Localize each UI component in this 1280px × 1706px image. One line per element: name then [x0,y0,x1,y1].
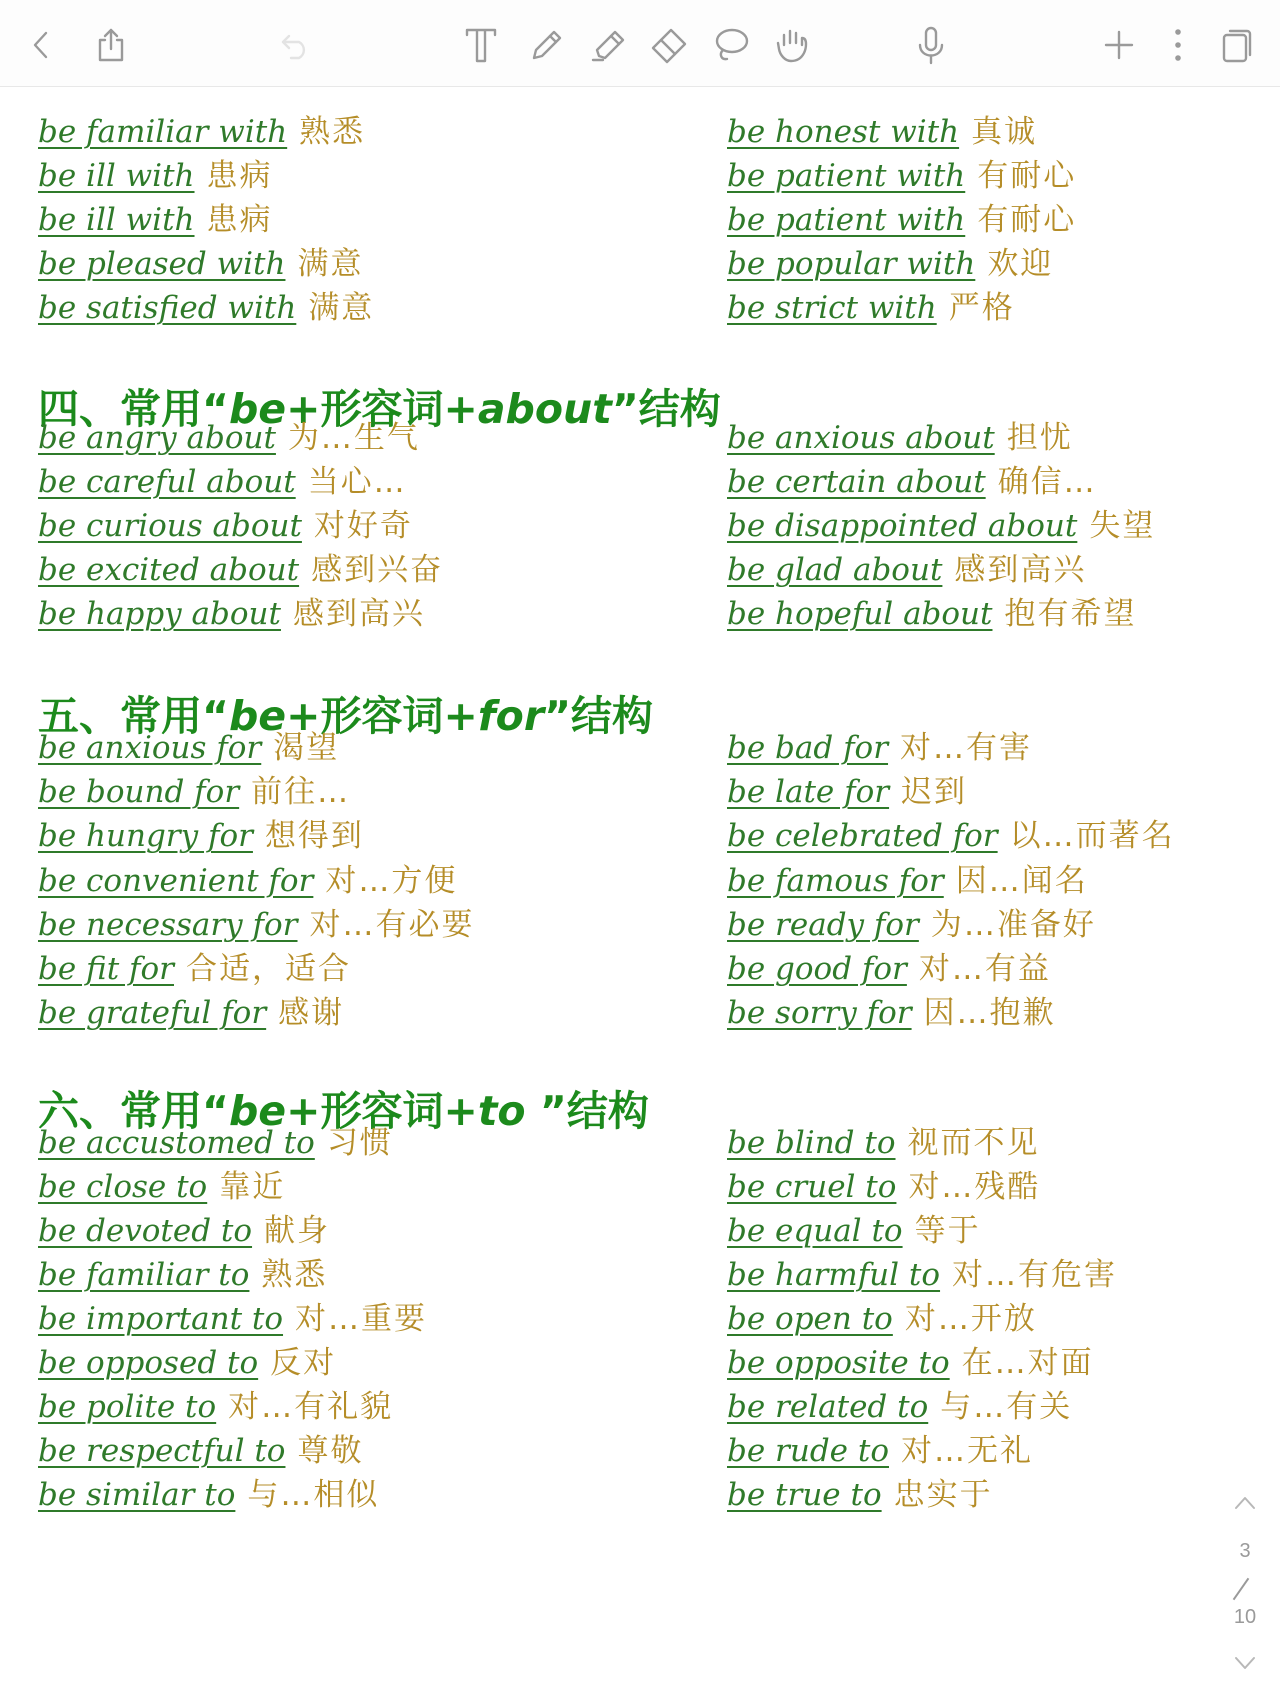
phrase-english: be harmful to [727,1257,941,1293]
phrase-row [727,772,967,812]
share-icon[interactable] [90,24,132,66]
phrase-row [727,112,1037,152]
phrase-english: be bad for [727,730,889,766]
phrase-row [727,861,1088,901]
phrase-chinese: 前往… [251,774,351,811]
phrase-row [38,1167,285,1207]
phrase-chinese: 尊敬 [297,1433,364,1469]
phrase-chinese: 欢迎 [987,246,1054,282]
phrase-chinese: 在…对面 [961,1345,1094,1381]
phrase-row [38,506,413,546]
phrase-chinese: 献身 [264,1213,331,1249]
phrase-english: be strict with [727,290,937,326]
pen-tool-icon[interactable] [526,24,568,66]
phrase-english: be similar to [38,1477,236,1513]
phrase-english: be disappointed about [727,508,1078,544]
phrase-row [38,594,425,634]
page-down-chevron-icon[interactable] [1228,1650,1262,1680]
phrase-chinese: 对…有危害 [952,1257,1118,1293]
phrase-row [727,1211,981,1251]
phrase-english: be careful about [38,464,296,500]
phrase-english: be accustomed to [38,1125,315,1161]
phrase-english: be anxious for [38,730,262,766]
phrase-row [38,1387,393,1427]
phrase-row [38,861,457,901]
phrase-row [727,728,1032,768]
phrase-row [727,1167,1040,1207]
phrase-english: be open to [727,1301,893,1337]
phrase-english: be hopeful about [727,596,993,632]
phrase-chinese: 患病 [206,158,273,194]
phrase-chinese: 满意 [308,290,375,326]
phrase-english: be curious about [38,508,302,544]
section6-heading: 六、常用“be+形容词+to ”结构 [38,1087,649,1135]
phrase-row [38,200,273,240]
total-page-number: 10 [1233,1606,1257,1628]
phrase-row [727,244,1053,284]
highlighter-tool-icon[interactable] [588,24,630,66]
phrase-english: be necessary for [38,906,298,943]
phrase-row [38,112,365,152]
phrase-english: be devoted to [38,1213,253,1249]
phrase-row [727,288,1015,328]
phrase-row [38,1255,327,1295]
phrase-row [38,550,443,590]
phrase-chinese: 以…而著名 [1009,818,1175,855]
phrase-english: be close to [38,1169,208,1205]
phrase-english: be grateful for [38,995,267,1032]
phrase-english: be ill with [38,202,195,238]
section4-heading: 四、常用“be+形容词+about”结构 [38,385,721,433]
phrase-row [727,1255,1117,1295]
phrase-chinese: 对…无礼 [901,1433,1033,1469]
phrase-row [38,993,344,1033]
phrase-chinese: 担忧 [1006,420,1073,456]
phrase-chinese: 为…生气 [287,420,420,456]
phrase-chinese: 为…准备好 [930,906,1096,943]
phrase-chinese: 熟悉 [299,114,366,150]
phrase-chinese: 患病 [206,202,273,238]
phrase-chinese: 视而不见 [907,1125,1040,1161]
phrase-chinese: 等于 [914,1213,981,1249]
phrase-chinese: 确信… [997,464,1097,500]
phrase-english: be related to [727,1389,929,1425]
phrase-chinese: 对好奇 [313,508,413,544]
phrase-english: be familiar to [38,1257,250,1293]
toolbar [0,0,1280,87]
phrase-english: be certain about [727,464,986,500]
phrase-chinese: 与…相似 [247,1477,380,1513]
phrase-row [727,550,1086,590]
phrase-english: be important to [38,1301,284,1337]
phrase-row [38,1211,330,1251]
phrase-chinese: 有耐心 [977,202,1077,238]
phrase-english: be opposed to [38,1345,259,1381]
page-divider [1233,1578,1250,1600]
phrase-row [38,949,351,989]
pages-icon[interactable] [1216,24,1258,66]
phrase-english: be equal to [727,1213,903,1249]
phrase-chinese: 当心… [307,464,407,500]
lasso-tool-icon[interactable] [710,24,752,66]
phrase-english: be excited about [38,552,300,588]
phrase-english: be angry about [38,420,276,456]
phrase-english: be patient with [727,202,966,238]
phrase-chinese: 迟到 [901,774,968,811]
phrase-row [38,156,273,196]
page-indicator [1210,1490,1280,1700]
phrase-row [727,506,1155,546]
phrase-english: be famous for [727,862,944,899]
phrase-english: be polite to [38,1389,217,1425]
phrase-row [727,594,1136,634]
phrase-english: be popular with [727,246,976,282]
page-up-chevron-icon[interactable] [1228,1490,1262,1520]
phrase-english: be sorry for [727,995,912,1032]
section5-heading: 五、常用“be+形容词+for”结构 [38,692,654,740]
phrase-english: be patient with [727,158,966,194]
phrase-chinese: 抱有希望 [1004,596,1137,632]
phrase-row [38,1475,379,1515]
phrase-row [38,288,374,328]
phrase-row [727,1123,1040,1163]
phrase-row [38,462,407,502]
phrase-row [727,905,1096,945]
microphone-icon[interactable] [910,24,952,66]
phrase-english: be fit for [38,951,174,987]
phrase-english: be celebrated for [727,818,998,855]
phrase-chinese: 想得到 [264,818,364,855]
phrase-row [727,993,1056,1033]
phrase-chinese: 有耐心 [977,158,1077,194]
phrase-row [727,1343,1094,1383]
back-chevron-icon[interactable] [20,24,62,66]
phrase-english: be rude to [727,1433,889,1469]
phrase-chinese: 对…残酷 [908,1169,1041,1205]
phrase-english: be late for [727,774,890,811]
phrase-english: be blind to [727,1125,896,1161]
hand-tool-icon[interactable] [772,24,814,66]
text-tool-icon[interactable] [460,24,502,66]
phrase-chinese: 习惯 [326,1125,393,1161]
phrase-chinese: 渴望 [273,730,340,766]
phrase-chinese: 感谢 [278,995,345,1032]
phrase-chinese: 反对 [270,1345,337,1381]
phrase-row [38,1343,336,1383]
phrase-english: be respectful to [38,1433,286,1469]
phrase-chinese: 靠近 [219,1169,286,1205]
phrase-chinese: 对…有益 [918,951,1051,987]
phrase-english: be true to [727,1477,882,1513]
phrase-chinese: 合适，适合 [186,951,351,987]
phrase-chinese: 对…重要 [295,1301,428,1337]
phrase-chinese: 因…抱歉 [923,995,1056,1032]
phrase-english: be opposite to [727,1345,950,1381]
phrase-english: be anxious about [727,420,995,456]
phrase-english: be satisfied with [38,290,297,326]
current-page-number: 3 [1239,1540,1251,1562]
phrase-row [727,1431,1033,1471]
phrase-row [727,200,1076,240]
phrase-english: be honest with [727,114,960,150]
add-icon[interactable] [1098,24,1140,66]
phrase-english: be good for [727,951,907,987]
phrase-row [38,1123,393,1163]
phrase-chinese: 对…方便 [325,862,458,899]
phrase-row [727,462,1097,502]
phrase-row [727,1475,993,1515]
phrase-row [727,418,1073,458]
phrase-english: be hungry for [38,818,253,855]
phrase-row [38,905,475,945]
phrase-chinese: 满意 [297,246,364,282]
phrase-row [727,816,1175,856]
more-icon[interactable] [1157,24,1199,66]
phrase-chinese: 对…有礼貌 [228,1389,394,1425]
phrase-row [727,156,1076,196]
phrase-row [38,418,420,458]
phrase-row [727,1299,1037,1339]
undo-icon[interactable] [275,24,317,66]
eraser-tool-icon[interactable] [648,24,690,66]
phrase-chinese: 真诚 [971,114,1038,150]
phrase-chinese: 对…有害 [900,730,1033,766]
phrase-row [38,1431,363,1471]
phrase-english: be glad about [727,552,943,588]
phrase-row [38,1299,427,1339]
phrase-english: be pleased with [38,246,286,282]
phrase-chinese: 严格 [948,290,1015,326]
phrase-chinese: 与…有关 [940,1389,1073,1425]
phrase-chinese: 感到高兴 [292,596,425,632]
phrase-chinese: 对…有必要 [309,906,475,943]
phrase-chinese: 失望 [1089,508,1156,544]
phrase-english: be ill with [38,158,195,194]
phrase-english: be familiar with [38,114,288,150]
phrase-chinese: 感到高兴 [954,552,1087,588]
phrase-english: be bound for [38,774,240,811]
phrase-english: be happy about [38,596,281,632]
phrase-chinese: 忠实于 [893,1477,993,1513]
phrase-chinese: 对…开放 [904,1301,1037,1337]
phrase-chinese: 熟悉 [261,1257,328,1293]
phrase-row [38,244,363,284]
phrase-english: be ready for [727,906,919,943]
note-page [0,86,1280,1706]
phrase-row [727,1387,1072,1427]
phrase-english: be cruel to [727,1169,897,1205]
phrase-row [38,728,339,768]
phrase-chinese: 因…闻名 [955,862,1088,899]
phrase-row [727,949,1051,989]
phrase-row [38,816,364,856]
phrase-row [38,772,350,812]
phrase-chinese: 感到兴奋 [311,552,444,588]
phrase-english: be convenient for [38,862,314,899]
